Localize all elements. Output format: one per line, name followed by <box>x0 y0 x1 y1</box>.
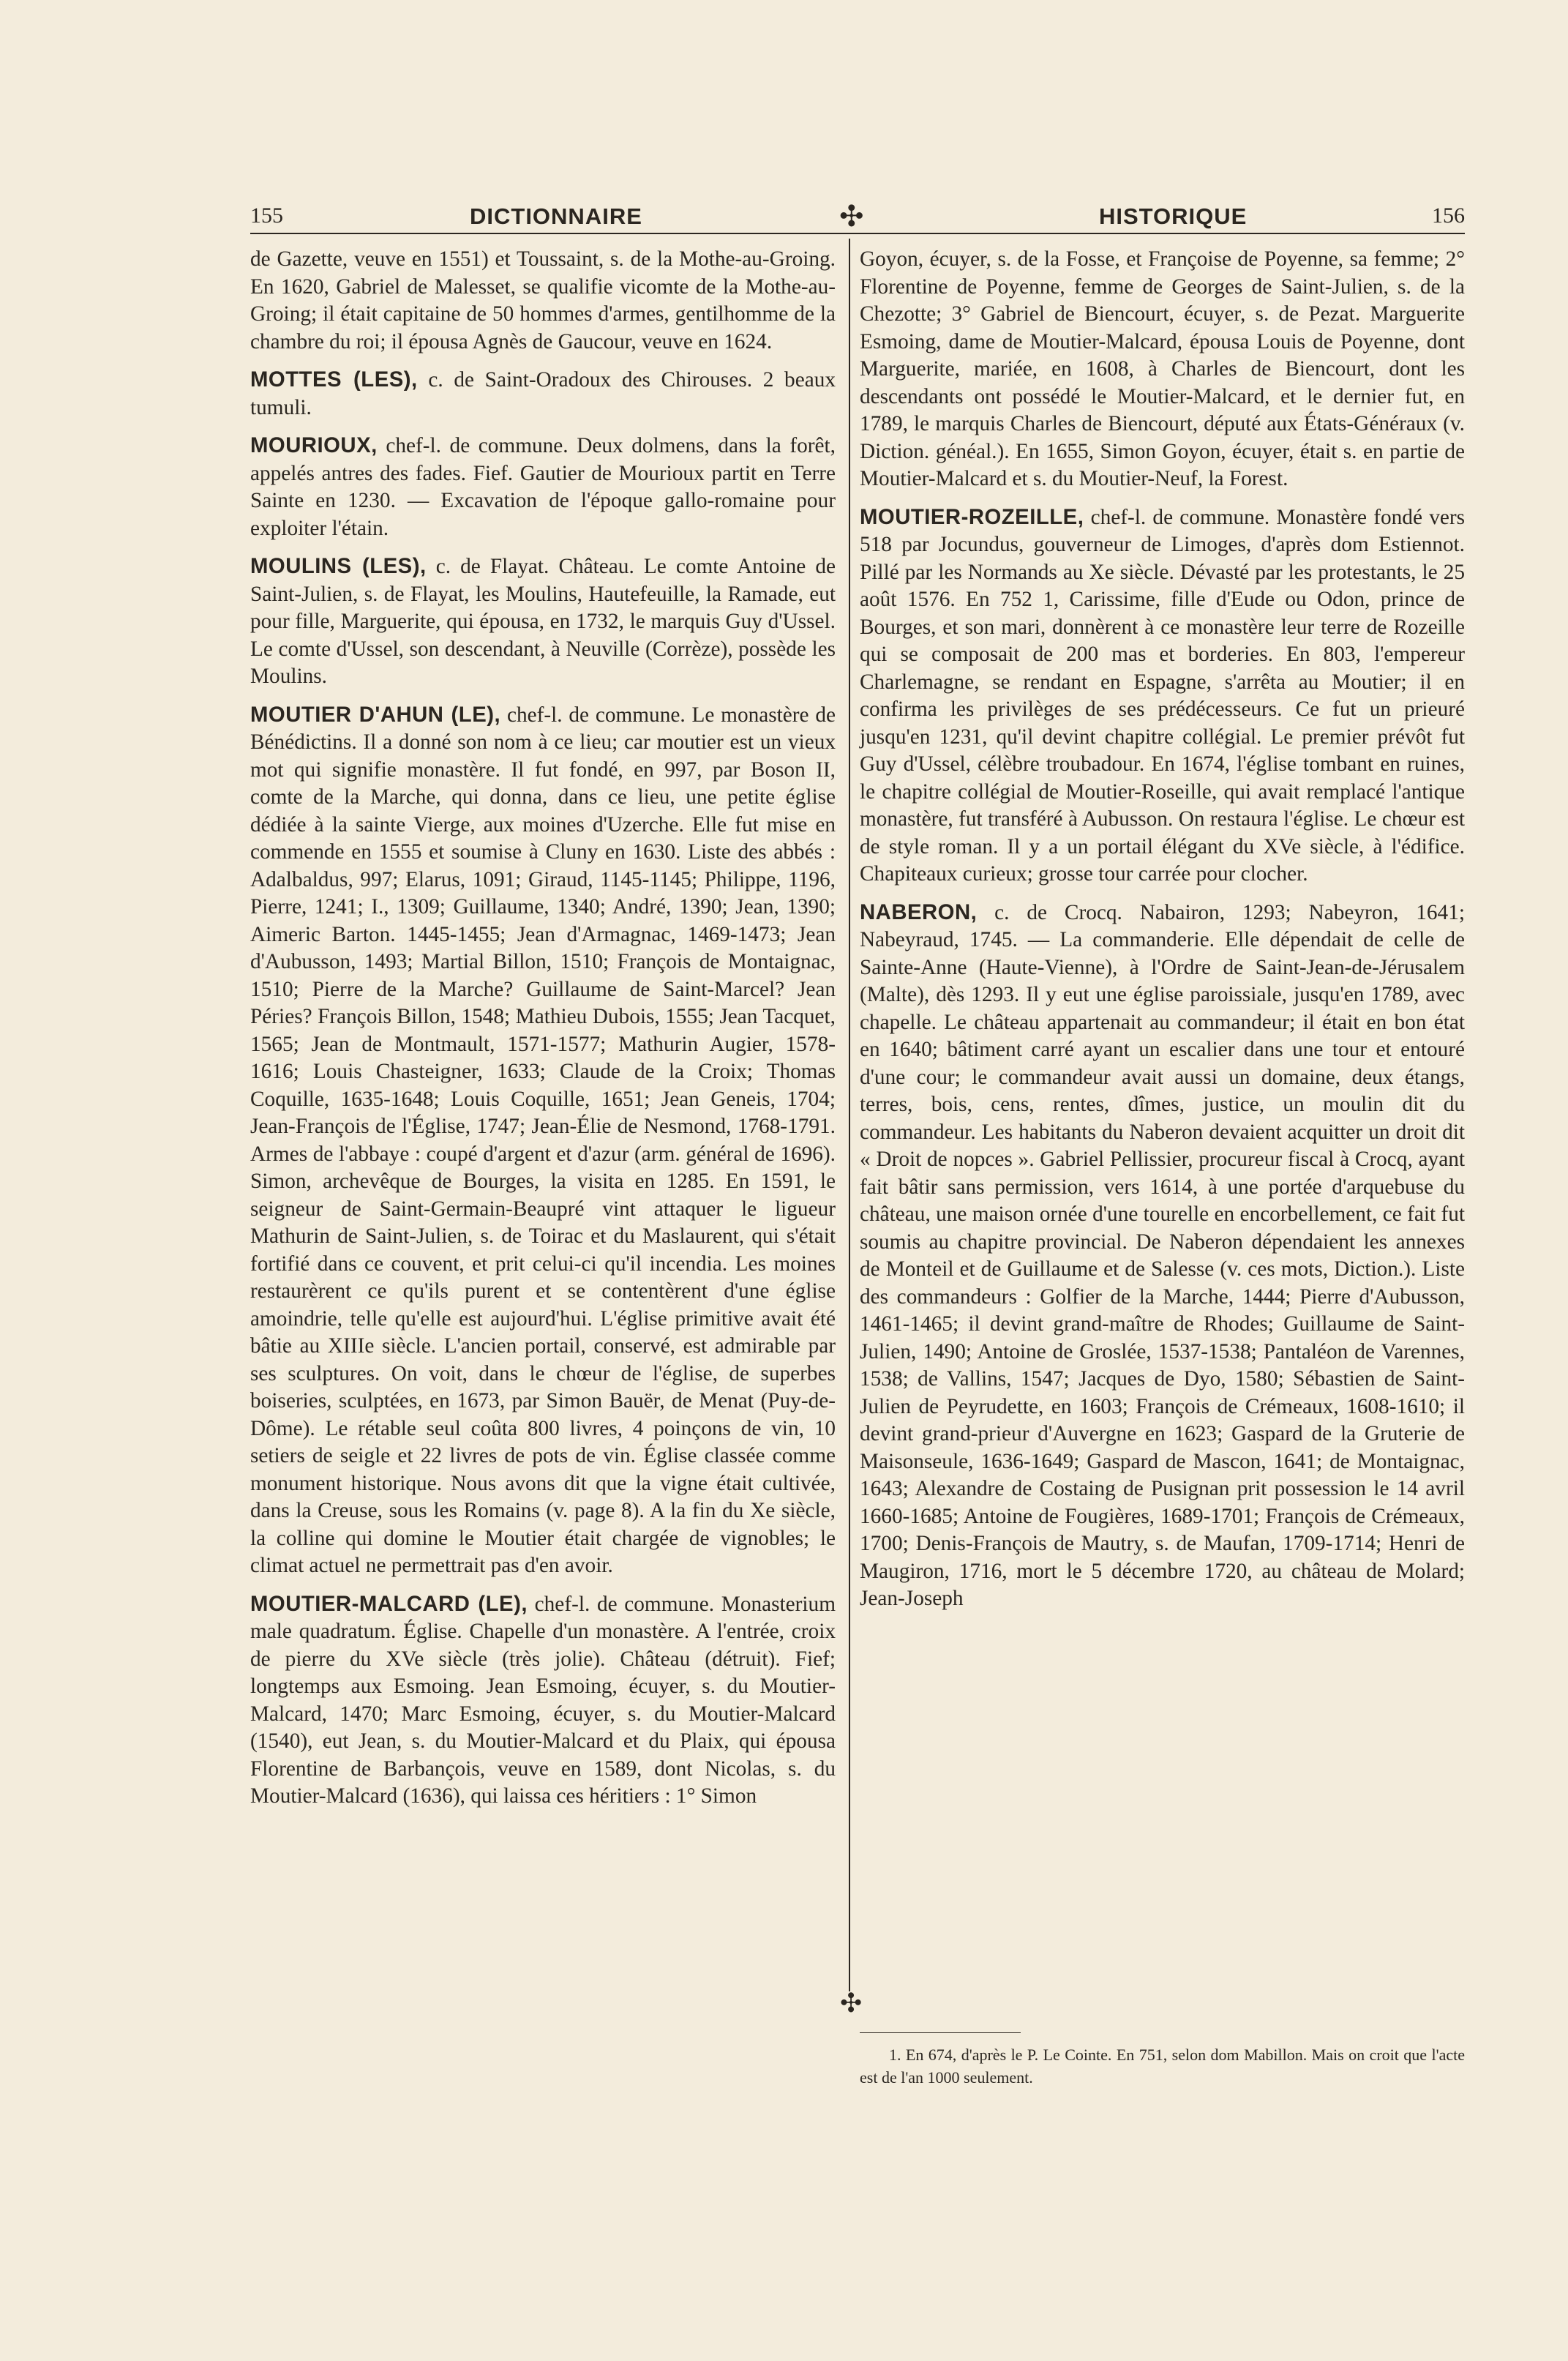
entry-mourioux: MOURIOUX, chef-l. de commune. Deux dolmens, dans la forêt, appelés antres des fades. Fief. Gautier de Mourioux partit en Terre Sainte en 1230. — Excavation de l'époque gallo-romaine pour exploiter l'étain. <box>250 433 836 540</box>
running-title-right: HISTORIQUE <box>1099 203 1248 229</box>
entry-continuation: Goyon, écuyer, s. de la Fosse, et Françoise de Poyenne, sa femme; 2° Florentine de Poyenne, femme de Georges de Saint-Julien, s. de la Chezotte; 3° Gabriel de Biencourt, écuyer, s. de Pezat. Marguerite Esmoing, dame de Moutier-Malcard, épousa Louis de Poyenne, dont Marguerite, mariée, en 1608, à Charles de Biencourt, dont les descendants ont possédé le Moutier-Malcard, et le dernier fut, en 1789, le marquis Charles de Biencourt, député aux États-Généraux (v. Diction. généal.). En 1655, Simon Goyon, écuyer, était s. en partie de Moutier-Malcard et s. du Moutier-Neuf, la Forest. <box>860 247 1465 490</box>
header-rule <box>250 233 1465 234</box>
right-column <box>860 246 1465 1617</box>
entry-moutier-dahun: MOUTIER D'AHUN (LE), chef-l. de commune. Le monastère de Bénédictins. Il a donné son nom à ce lieu; car moutier est un vieux mot qui signifie monastère. Il fut fondé, en 997, par Boson II, comte de la Marche, qui donna, dans ce lieu, une petite église dédiée à la sainte Vierge, aux moines d'Uzerche. Elle fut mise en commende en 1555 et soumise à Cluny en 1630. Liste des abbés : Adalbaldus, 997; Elarus, 1091; Giraud, 1145-1145; Philippe, 1196, Pierre, 1241; I., 1309; Guillaume, 1340; André, 1390; Jean, 1390; Aimeric Barton. 1445-1455; Jean d'Armagnac, 1469-1473; Jean d'Aubusson, 1493; Martial Billon, 1510; François de Montaignac, 1510; Pierre de la Marche? Guillaume de Saint-Marcel? Jean Péries? François Billon, 1548; Mathieu Dubois, 1555; Jean Tacquet, 1565; Jean de Montmault, 1571-1577; Mathurin Augier, 1578-1616; Louis Chasteigner, 1633; Claude de la Croix; Thomas Coquille, 1635-1648; Louis Coquille, 1651; Jean Geneis, 1704; Jean-François de l'Église, 1747; Jean-Élie de Nesmond, 1768-1791. Armes de l'abbaye : coupé d'argent et d'azur (arm. général de 1696). Simon, archevêque de Bourges, la visita en 1285. En 1591, le seigneur de Saint-Germain-Beaupré vint attaquer le ligueur Mathurin de Saint-Julien, s. de Toirac et du Maslaurent, qui s'était fortifié dans ce couvent, et prit celui-ci qu'il incendia. Les moines restaurèrent ce qu'ils purent et se contentèrent d'une église amoindrie, telle qu'elle est aujourd'hui. L'église primitive avait été bâtie au XIIIe siècle. L'ancien portail, conservé, est admirable par ses sculptures. On voit, dans le chœur de l'église, de superbes boiseries, sculptées, en 1673, par Simon Bauër, de Menat (Puy-de-Dôme). Le rétable seul coûta 800 livres, 4 poinçons de vin, 10 setiers de seigle et 22 livres de pots de vin. Église classée comme monument historique. Nous avons dit que la vigne était cultivée, dans la Creuse, sous les Romains (v. page 8). A la fin du Xe siècle, la colline qui domine le Moutier était chargée de vignobles; le climat actuel ne permettrait pas d'en avoir. <box>250 702 836 1577</box>
page-header <box>250 200 1465 233</box>
fleuron-bottom-icon: ✣ <box>840 1988 863 2018</box>
entry-moutier-rozeille: MOUTIER-ROZEILLE, chef-l. de commune. Monastère fondé vers 518 par Jocundus, gouverneur de Limoges, d'après dom Estiennot. Pillé par les Normands au Xe siècle. Dévasté par les protestants, le 25 août 1576. En 752 1, Carissime, fille d'Eude ou Odon, prince de Bourges, et son mari, donnèrent à ce monastère leur terre de Rozeille qui se composait de 200 mas et borderies. En 803, l'empereur Charlemagne, se rendant en Espagne, s'arrêta au Moutier; il en confirma les privilèges de ses prédécesseurs. Ce fut un prieuré jusqu'en 1231, qu'il devint chapitre collégial. Le premier prévôt fut Guy d'Ussel, célèbre troubadour. En 1674, l'église tombant en ruines, le chapitre collégial de Moutier-Roseille, qui avait remplacé l'antique monastère, fut transféré à Aubusson. On restaura l'église. Le chœur est de style roman. Il y a un portail élégant du XVe siècle, à l'édifice. Chapiteaux curieux; grosse tour carrée pour clocher. <box>860 504 1465 886</box>
column-divider <box>849 239 850 1991</box>
left-column <box>250 246 836 1815</box>
footnote-rule <box>860 2032 1021 2033</box>
footnote: 1. En 674, d'après le P. Le Cointe. En 751, selon dom Mabillon. Mais on croit que l'acte est de l'an 1000 seulement. <box>860 2046 1465 2087</box>
page-number-right: 156 <box>1432 203 1465 228</box>
page-number-left: 155 <box>250 203 283 228</box>
running-title-left: DICTIONNAIRE <box>470 203 642 229</box>
fleuron-icon: ✣ <box>839 200 864 233</box>
entry-continuation: de Gazette, veuve en 1551) et Toussaint, s. de la Mothe-au-Groing. En 1620, Gabriel de Malesset, se qualifie vicomte de la Mothe-au-Groing; il était capitaine de 50 hommes d'armes, gentilhomme de la chambre du roi; il épousa Agnès de Gaucour, veuve en 1624. <box>250 247 836 353</box>
entry-naberon: NABERON, c. de Crocq. Nabairon, 1293; Nabeyron, 1641; Nabeyraud, 1745. — La commanderie. Elle dépendait de celle de Sainte-Anne (Haute-Vienne), à l'Ordre de Saint-Jean-de-Jérusalem (Malte), dès 1293. Il y eut une église paroissiale, jusqu'en 1789, avec chapelle. Le château appartenait au commandeur; il était en bon état en 1640; bâtiment carré ayant un escalier dans une tour et entouré d'une cour; le commandeur avait aussi un domaine, deux étangs, terres, bois, cens, rentes, dîmes, justice, un moulin dit du commandeur. Les habitants du Naberon devaient acquitter un droit dit « Droit de nopces ». Gabriel Pellissier, procureur fiscal à Crocq, ayant fait bâtir sans permission, vers 1614, à une portée d'arquebuse du château, une maison ornée d'une tourelle en encorbellement, ce fait fut soumis au chapitre provincial. De Naberon dépendaient les annexes de Monteil et de Guillaume et de Salesse (v. ces mots, Diction.). Liste des commandeurs : Golfier de la Marche, 1444; Pierre d'Aubusson, 1461-1465; il devint grand-maître de Rhodes; Guillaume de Saint-Julien, 1490; Antoine de Groslée, 1537-1538; Pantaléon de Varennes, 1538; de Vallins, 1547; Jacques de Dyo, 1580; Sébastien de Saint-Julien de Peyrudette, en 1603; François de Crémeaux, 1608-1610; il devint grand-prieur d'Auvergne en 1623; Gaspard de la Gruterie de Maisonseule, 1636-1649; Gaspard de Mascon, 1641; de Montaignac, 1643; Alexandre de Costaing de Pusignan prit possession le 14 avril 1660-1685; Antoine de Fougières, 1689-1701; François de Crémeaux, 1700; Denis-François de Mautry, s. de Maufan, 1709-1714; Henri de Maugiron, 1716, mort le 5 décembre 1720, au château de Molard; Jean-Joseph <box>860 899 1465 1610</box>
entry-moulins: MOULINS (LES), c. de Flayat. Château. Le comte Antoine de Saint-Julien, s. de Flayat, les Moulins, Hautefeuille, la Ramade, eut pour fille, Marguerite, qui épousa, en 1732, le marquis Guy d'Ussel. Le comte d'Ussel, son descendant, à Neuville (Corrèze), possède les Moulins. <box>250 554 836 688</box>
entry-moutier-malcard: MOUTIER-MALCARD (LE), chef-l. de commune. Monasterium male quadratum. Église. Chapelle d'un monastère. A l'entrée, croix de pierre du XVe siècle (très jolie). Château (détruit). Fief; longtemps aux Esmoing. Jean Esmoing, écuyer, s. du Moutier-Malcard, 1470; Marc Esmoing, écuyer, s. du Moutier-Malcard (1540), eut Jean, s. du Moutier-Malcard et du Plaix, qui épousa Florentine de Barbançois, veuve en 1589, dont Nicolas, s. du Moutier-Malcard (1636), qui laissa ces héritiers : 1° Simon <box>250 1591 836 1808</box>
entry-mottes: MOTTES (LES), c. de Saint-Oradoux des Chirouses. 2 beaux tumuli. <box>250 367 836 419</box>
